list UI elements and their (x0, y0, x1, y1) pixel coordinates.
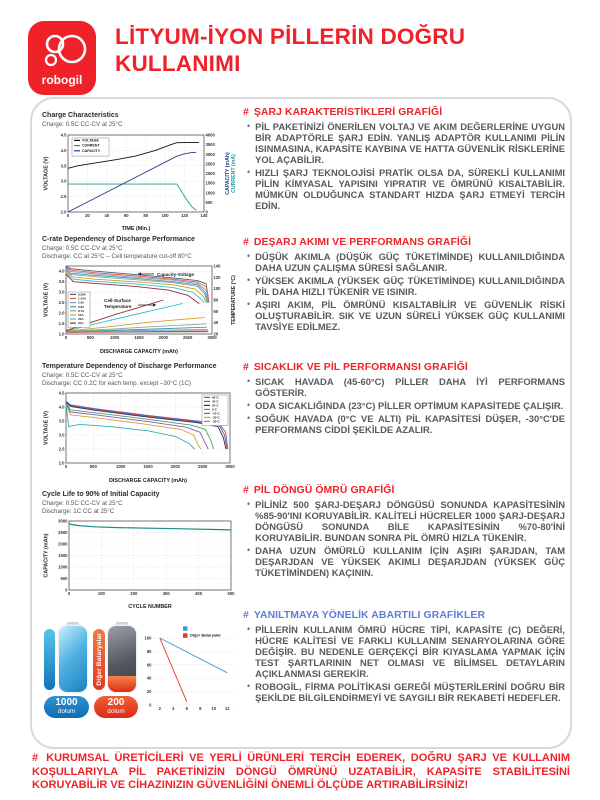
bullet-text: PİLİNİZ 500 ŞARJ-DEŞARJ DÖNGÜSÜ SONUNDA KAPASİTESİNİN %85-90'INI KORUYABİLİR. KALİTELİ HÜCRELER 1000 ŞARJ-DEŞARJ DÖNGÜSÜ SONUNDA BİLE KAPASİTESİNİN %70-80'İNİ KORUYABİLİR. BUNDAN SONRA PİL ÖMRÜ HIZLA TÜKENİR. (255, 499, 565, 543)
other-batteries-label: Diğer Bataryalar (95, 633, 103, 686)
cycle-life-plot (42, 517, 238, 609)
bullet-item (247, 299, 565, 332)
svg-text:CURRENT: CURRENT (82, 143, 100, 148)
bullet-item (247, 376, 565, 398)
svg-text:1.5: 1.5 (58, 321, 65, 327)
svg-text:15A: 15A (78, 313, 84, 318)
svg-text:4.0: 4.0 (58, 404, 65, 410)
bullet-text: DÜŞÜK AKIMLA (DÜŞÜK GÜÇ TÜKETİMİNDE) KULLANILDIĞINDA DAHA UZUN ÇALIŞMA SÜRESİ SAĞLANIR. (255, 251, 565, 273)
bullet-dot: • (247, 624, 251, 634)
battery-charge-level (108, 676, 136, 692)
svg-text:20: 20 (213, 331, 219, 337)
chart-subtitle: Charge: 0.5C CC-CV at 25°C (42, 499, 123, 507)
logo-circles-icon (28, 21, 96, 95)
svg-text:2.5: 2.5 (60, 193, 67, 199)
battery-comparison (44, 620, 144, 720)
bullet-item (247, 545, 565, 578)
badge-200-dolum (94, 696, 138, 718)
svg-text:2.0: 2.0 (60, 209, 67, 214)
svg-text:4.5: 4.5 (58, 390, 65, 396)
footer-text: KURUMSAL ÜRETİCİLERİ VE YERLİ ÜRÜNLERİ TERCİH EDEREK, DOĞRU ŞARJ VE KULLANIM KOŞULLARIYLA PİL PAKETİNİZİN DÖNGÜ ÖMRÜNÜ UZATABİLİR, KAPASİTE STABİLİTESİNİ KORUYABİLİR VE CİHAZINIZIN GÜVENLİĞİNİ ÖNEMLİ ÖLÇÜDE ARTIRABİLİRSİNİZ! (32, 752, 570, 791)
svg-text:1.0: 1.0 (58, 331, 65, 337)
svg-text:2500: 2500 (198, 464, 208, 470)
chart-title: C-rate Dependency of Discharge Performance (42, 236, 195, 243)
svg-text:CURRENT (mA): CURRENT (mA) (231, 153, 237, 193)
svg-text:500: 500 (227, 591, 235, 597)
footer-note (32, 752, 570, 793)
svg-text:300: 300 (162, 591, 170, 597)
badge-unit: dolum (57, 708, 76, 716)
svg-text:80: 80 (146, 648, 152, 654)
bullet-text: SICAK HAVADA (45-60°C) PİLLER DAHA İYİ PERFORMANS GÖSTERİR. (255, 376, 565, 398)
chart-subtitle: Charge: 0.5C CC-CV at 25°C (42, 244, 123, 252)
other-batteries-label-bar (93, 629, 105, 690)
svg-text:0: 0 (64, 335, 68, 341)
svg-text:6: 6 (185, 706, 188, 711)
hash-mark: # (243, 362, 249, 373)
svg-text:20A: 20A (78, 317, 84, 322)
svg-text:2000: 2000 (205, 170, 215, 176)
logo-wordmark: robogil (41, 73, 83, 87)
section-header (243, 485, 565, 496)
page-title: LİTYUM-İYON PİLLERİN DOĞRU KULLANIMI (115, 24, 466, 76)
svg-text:500: 500 (205, 199, 213, 205)
svg-text:2500: 2500 (183, 335, 193, 341)
svg-text:25A: 25A (78, 321, 84, 326)
svg-text:VOLTAGE (V): VOLTAGE (V) (43, 411, 50, 446)
badge-value: 1000 (55, 697, 78, 709)
svg-text:100: 100 (161, 212, 169, 218)
section-desarj-akimi (243, 237, 565, 334)
bullet-text: AŞIRI AKIM, PİL ÖMRÜNÜ KISALTABİLİR VE GÜVENLİK RİSKİ OLUŞTURABİLİR. SIK VE UZUN SÜRELİ YÜKSEK GÜÇ KULLANIMI TAVSİYE EDİLMEZ. (255, 299, 565, 332)
chart-block-crate-discharge (42, 236, 242, 354)
chart-block-charge-characteristics (42, 112, 242, 231)
svg-text:Cell-Surface: Cell-Surface (104, 298, 131, 304)
svg-text:2500: 2500 (205, 160, 215, 166)
svg-text:Capacity-Voltage: Capacity-Voltage (157, 272, 194, 278)
section-title: ŞARJ KARAKTERİSTİKLERİ GRAFİĞİ (253, 107, 443, 118)
svg-text:20: 20 (85, 212, 90, 218)
hash-mark: # (243, 237, 249, 248)
svg-text:45°C: 45°C (212, 399, 219, 404)
section-yaniltici-grafikler (243, 610, 565, 705)
svg-text:140: 140 (200, 212, 208, 218)
svg-text:140: 140 (213, 263, 221, 269)
svg-text:25°C: 25°C (212, 403, 219, 408)
svg-text:1000: 1000 (58, 564, 68, 570)
battery-bar-icon (44, 629, 55, 690)
chart-subtitle: Discharge: 1C CC at 25°C (42, 507, 115, 515)
svg-text:1500: 1500 (134, 335, 144, 341)
hash-mark: # (243, 485, 249, 496)
chart-block-cycle-life (42, 491, 242, 609)
svg-text:3000: 3000 (205, 151, 215, 157)
section-title: SICAKLIK VE PİL PERFORMANSI GRAFİĞİ (253, 362, 468, 373)
section-sarj-karakteristikleri (243, 107, 565, 213)
bullet-text: DAHA UZUN ÖMÜRLÜ KULLANIM İÇİN AŞIRI ŞARJDAN, TAM DEŞARJDAN VE YÜKSEK AKIMLI DEŞARJDAN (YÜKSEK GÜÇ TÜKETİMİNDEN) KAÇININ. (255, 545, 565, 578)
bullet-dot: • (247, 167, 251, 177)
svg-text:40: 40 (146, 675, 152, 681)
bullet-item (247, 121, 565, 165)
bullet-dot: • (247, 376, 251, 386)
svg-text:-30°C: -30°C (212, 419, 220, 424)
bullet-text: HIZLI ŞARJ TEKNOLOJİSİ PRATİK OLSA DA, SÜREKLİ KULLANIMI PİLİN KİMYASAL YAPISINI YIPRATIR VE ÖMRÜNÜ KISALTABİLİR. MÜMKÜN OLDUĞUNCA STANDART HIZDA ŞARJ ETMEYİ TERCİH EDİN. (255, 167, 565, 211)
svg-text:-10°C: -10°C (212, 411, 220, 416)
crate-discharge-plot (42, 262, 238, 354)
svg-text:3500: 3500 (205, 141, 215, 147)
svg-text:500: 500 (89, 464, 97, 470)
bullet-text: YÜKSEK AKIMLA (YÜKSEK GÜÇ TÜKETİMİNDE) KULLANILDIĞINDA PİL DAHA HIZLI TÜKENİR VE ISINIR. (255, 275, 565, 297)
chart-subtitle: Charge: 0.5C CC-CV at 25°C (42, 371, 123, 379)
svg-text:0: 0 (205, 209, 208, 214)
hash-mark: # (243, 610, 249, 621)
bullet-dot: • (247, 681, 251, 691)
logo (28, 21, 96, 95)
svg-text:60: 60 (146, 662, 152, 668)
section-header (243, 610, 565, 621)
battery-comparison-plot (140, 622, 238, 716)
bullet-text: ROBOGİL, FİRMA POLİTİKASI GEREĞİ MÜŞTERİLERİNİ DOĞRU BİR ŞEKİLDE BİLGİLENDİRMEYİ VE SAYGILI BİR REKABETİ HEDEFLER. (255, 681, 565, 703)
bullet-dot: • (247, 251, 251, 261)
svg-text:3.0: 3.0 (60, 178, 67, 184)
svg-text:1500: 1500 (143, 464, 153, 470)
svg-text:80: 80 (213, 297, 219, 303)
badge-1000-dolum (44, 696, 89, 718)
svg-text:TIME (Min.): TIME (Min.) (121, 225, 151, 231)
bullet-item (247, 499, 565, 543)
svg-text:5.8A: 5.8A (78, 305, 85, 310)
svg-text:2.9A: 2.9A (78, 300, 85, 305)
bullet-item (247, 681, 565, 703)
svg-text:120: 120 (181, 212, 189, 218)
bullet-dot: • (247, 299, 251, 309)
svg-text:3000: 3000 (58, 518, 68, 524)
bullet-dot: • (247, 413, 251, 423)
svg-text:4.5: 4.5 (60, 132, 67, 137)
svg-text:0.58A: 0.58A (78, 292, 87, 297)
section-sicaklik-performans (243, 362, 565, 437)
svg-text:40: 40 (104, 212, 110, 218)
badge-value: 200 (107, 697, 125, 709)
section-dongu-omru (243, 485, 565, 580)
charge-characteristics-plot (42, 131, 238, 231)
svg-text:4.0: 4.0 (60, 147, 67, 153)
svg-text:60°C: 60°C (212, 395, 219, 400)
bullet-dot: • (247, 400, 251, 410)
svg-text:60: 60 (213, 309, 219, 315)
svg-text:3.0: 3.0 (58, 432, 65, 438)
chart-subtitle: Discharge: CC 0.2C for each temp. except –30°C (1C) (42, 379, 191, 387)
chart-block-temperature-discharge (42, 363, 242, 483)
section-header (243, 237, 565, 248)
svg-text:2000: 2000 (58, 541, 68, 547)
svg-text:100: 100 (144, 635, 152, 641)
svg-text:2000: 2000 (170, 464, 180, 470)
svg-text:0: 0 (66, 212, 70, 218)
bullet-dot: • (247, 545, 251, 555)
svg-text:500: 500 (86, 335, 94, 341)
section-header (243, 362, 565, 373)
svg-text:3.5: 3.5 (60, 162, 67, 168)
bullet-text: SOĞUK HAVADA (0°C VE ALTI) PİL KAPASİTESİ DÜŞER, -30°C'DE PERFORMANS CİDDİ ŞEKİLDE AZALIR. (255, 413, 565, 435)
svg-text:2: 2 (158, 706, 161, 711)
svg-text:100: 100 (97, 591, 105, 597)
svg-text:DISCHARGE CAPACITY (mAh): DISCHARGE CAPACITY (mAh) (109, 478, 187, 484)
hash-mark: # (32, 752, 39, 764)
svg-text:80: 80 (143, 212, 149, 218)
chart-subtitle: Discharge: CC at 25°C – Cell temperature cut-off 80°C (42, 252, 192, 260)
svg-text:200: 200 (130, 591, 138, 597)
badge-unit: dolum (107, 708, 125, 716)
svg-text:VOLTAGE: VOLTAGE (82, 138, 99, 142)
svg-text:1500: 1500 (58, 553, 68, 559)
svg-text:1000: 1000 (205, 189, 215, 195)
bullet-item (247, 167, 565, 211)
svg-text:4: 4 (172, 706, 175, 711)
robogil-battery-icon (59, 622, 87, 694)
svg-text:8: 8 (199, 706, 202, 711)
svg-text:2.5: 2.5 (58, 446, 65, 452)
svg-text:40: 40 (213, 320, 219, 326)
svg-text:20: 20 (146, 689, 152, 695)
svg-text:8.7A: 8.7A (78, 309, 85, 314)
svg-text:2.5: 2.5 (58, 300, 65, 306)
svg-text:CYCLE NUMBER: CYCLE NUMBER (128, 604, 172, 610)
svg-text:-20°C: -20°C (212, 415, 220, 420)
svg-text:2.0: 2.0 (58, 460, 65, 466)
bullet-text: ODA SICAKLIĞINDA (23°C) PİLLER OPTİMUM KAPASİTEDE ÇALIŞIR. (255, 400, 564, 411)
chart-title: Temperature Dependency of Discharge Performance (42, 363, 217, 370)
svg-text:DISCHARGE CAPACITY (mAh): DISCHARGE CAPACITY (mAh) (100, 349, 178, 355)
svg-text:VOLTAGE (V): VOLTAGE (V) (43, 156, 50, 190)
svg-text:400: 400 (195, 591, 203, 597)
svg-text:0°C: 0°C (212, 407, 218, 412)
svg-text:3.5: 3.5 (58, 279, 65, 285)
svg-text:TEMPERATURE (°C): TEMPERATURE (°C) (231, 275, 237, 326)
svg-text:4000: 4000 (205, 132, 215, 137)
svg-text:0: 0 (65, 587, 68, 593)
bullet-item (247, 413, 565, 435)
svg-text:120: 120 (213, 275, 221, 281)
svg-text:3000: 3000 (225, 464, 235, 470)
svg-text:1.45A: 1.45A (78, 296, 87, 301)
battery-body (108, 626, 136, 692)
bullet-item (247, 400, 565, 411)
svg-text:10: 10 (211, 706, 217, 711)
svg-text:2500: 2500 (58, 530, 68, 536)
battery-body (59, 626, 87, 692)
bullet-item (247, 275, 565, 297)
svg-text:CAPACITY: CAPACITY (82, 148, 101, 153)
svg-text:500: 500 (60, 576, 68, 582)
temperature-discharge-plot (42, 389, 238, 483)
text-column (243, 104, 565, 744)
svg-text:VOLTAGE (V): VOLTAGE (V) (43, 283, 50, 318)
bullet-item (247, 624, 565, 679)
svg-text:1500: 1500 (205, 180, 215, 186)
chart-subtitle: Charge: 0.5C CC-CV at 25°C (42, 120, 123, 128)
svg-text:0: 0 (67, 591, 71, 597)
svg-text:Temperature: Temperature (104, 304, 132, 310)
hash-mark: # (243, 107, 249, 118)
bullet-item (247, 251, 565, 273)
section-title: YANILTMAYA YÖNELİK ABARTILI GRAFİKLER (253, 610, 486, 621)
svg-text:100: 100 (213, 286, 221, 292)
bullet-text: PİLLERİN KULLANIM ÖMRÜ HÜCRE TİPİ, KAPASİTE (C) DEĞERİ, HÜCRE KALİTESİ VE FARKLI KULLANIM SENARYOLARINA GÖRE DEĞİŞİR. BU NEDENLE GERÇEKÇİ BİR KIYASLAMA YAPMAK İÇİN TEST ŞARTLARININ NET OLMASI VE BİLİMSEL DETAYLARIN AÇIKLANMASI GEREKİR. (255, 624, 565, 679)
svg-text:1000: 1000 (116, 464, 126, 470)
chart-title: Charge Characteristics (42, 112, 119, 119)
svg-text:12: 12 (224, 706, 230, 711)
svg-text:2000: 2000 (158, 335, 168, 341)
svg-text:CAPACITY (mAh): CAPACITY (mAh) (43, 533, 50, 578)
svg-text:3.5: 3.5 (58, 418, 65, 424)
bullet-dot: • (247, 275, 251, 285)
bullet-dot: • (247, 499, 251, 509)
svg-text:2.0: 2.0 (58, 310, 65, 316)
svg-text:0: 0 (64, 464, 68, 470)
section-title: DEŞARJ AKIMI VE PERFORMANS GRAFİĞİ (253, 237, 472, 248)
svg-text:4.0: 4.0 (58, 268, 65, 274)
other-battery-icon (108, 622, 136, 694)
bullet-dot: • (247, 121, 251, 131)
svg-text:1000: 1000 (110, 335, 120, 341)
svg-text:CAPACITY (mAh): CAPACITY (mAh) (224, 151, 231, 195)
svg-text:3.0: 3.0 (58, 289, 65, 295)
svg-text:0: 0 (149, 702, 152, 708)
chart-title: Cycle Life to 90% of Initial Capacity (42, 491, 160, 498)
section-title: PİL DÖNGÜ ÖMRÜ GRAFİĞİ (253, 485, 395, 496)
svg-text:60: 60 (123, 212, 129, 218)
svg-text:3000: 3000 (207, 335, 217, 341)
svg-text:Diğer Bataryalar: Diğer Bataryalar (190, 632, 221, 638)
section-header (243, 107, 565, 118)
bullet-text: PİL PAKETİNİZİ ÖNERİLEN VOLTAJ VE AKIM DEĞERLERİNE UYGUN BİR ADAPTÖRLE ŞARJ EDİN. YANLIŞ ADAPTÖR KULLANIMI PİLİN ISINMASINA, KAPASİTE KAYBINA VE HATTA GÜVENLİK RİSKLERİNE YOL AÇABİLİR. (255, 121, 565, 165)
